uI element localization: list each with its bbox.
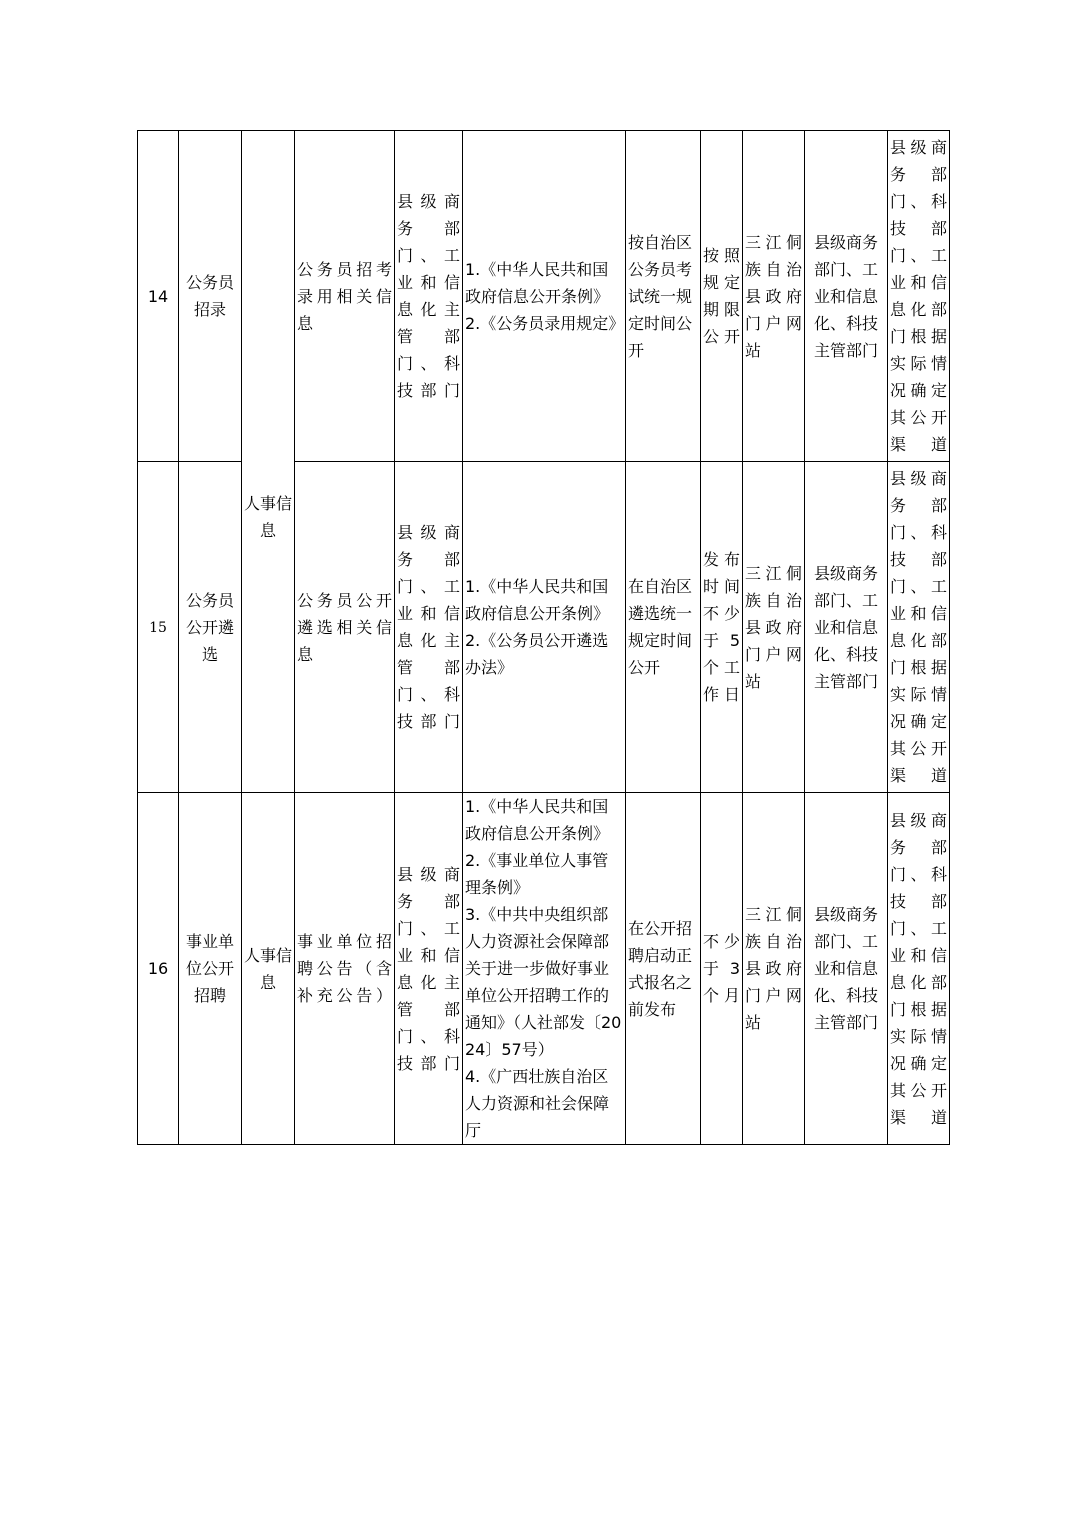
subject-cell: 县级商务部门、工业和信息化主管部门、科技部门 (395, 793, 463, 1145)
level-cell: 县级商务部门、工业和信息化、科技主管部门 (805, 131, 888, 462)
item-cell: 公务员招录 (179, 131, 242, 462)
basis-item: 1.《中华人民共和国政府信息公开条例》 (465, 797, 610, 843)
category-cell: 人事信息 (242, 793, 295, 1145)
note-cell: 县级商务部门、科技部门、工业和信息化部门根据实际情况确定其公开渠道 (888, 462, 950, 793)
note-cell: 县级商务部门、科技部门、工业和信息化部门根据实际情况确定其公开渠道 (888, 131, 950, 462)
deadline-cell: 不少于3个月 (701, 793, 743, 1145)
item-cell: 公务员公开遴选 (179, 462, 242, 793)
content-cell: 公务员招考录用相关信息 (295, 131, 395, 462)
timing-cell: 按自治区公务员考试统一规定时间公开 (626, 131, 701, 462)
table-row (138, 131, 950, 462)
disclosure-table (137, 130, 950, 1145)
basis-item: 2.《公务员录用规定》 (465, 313, 625, 333)
basis-item: 1.《中华人民共和国政府信息公开条例》 (465, 577, 610, 623)
basis-cell (463, 793, 626, 1145)
content-cell: 公务员公开遴选相关信息 (295, 462, 395, 793)
row-number-cell: 14 (138, 131, 179, 462)
basis-cell (463, 131, 626, 462)
channel-cell: 三江侗族自治县政府门户网站 (743, 462, 805, 793)
category-cell: 人事信息 (242, 131, 295, 793)
subject-cell: 县级商务部门、工业和信息化主管部门、科技部门 (395, 462, 463, 793)
basis-item: 3.《中共中央组织部人力资源社会保障部关于进一步做好事业单位公开招聘工作的通知》（人社部发〔2024〕57号） (465, 905, 622, 1059)
timing-cell: 在自治区遴选统一规定时间公开 (626, 462, 701, 793)
channel-cell: 三江侗族自治县政府门户网站 (743, 793, 805, 1145)
level-cell: 县级商务部门、工业和信息化、科技主管部门 (805, 793, 888, 1145)
basis-cell (463, 462, 626, 793)
basis-item: 2.《事业单位人事管理条例》 (465, 851, 609, 897)
note-cell: 县级商务部门、科技部门、工业和信息化部门根据实际情况确定其公开渠道 (888, 793, 950, 1145)
row-number-cell: 16 (138, 793, 179, 1145)
basis-item: 4.《广西壮族自治区人力资源和社会保障厅 (465, 1067, 610, 1140)
content-cell: 事业单位招聘公告（含补充公告） (295, 793, 395, 1145)
table-row (138, 793, 950, 1145)
row-number-cell: 15 (138, 462, 179, 793)
timing-cell: 在公开招聘启动正式报名之前发布 (626, 793, 701, 1145)
deadline-cell: 发布时间不少于5个工作日 (701, 462, 743, 793)
level-cell: 县级商务部门、工业和信息化、科技主管部门 (805, 462, 888, 793)
deadline-cell: 按照规定期限公开 (701, 131, 743, 462)
channel-cell: 三江侗族自治县政府门户网站 (743, 131, 805, 462)
basis-item: 2.《公务员公开遴选办法》 (465, 631, 609, 677)
item-cell: 事业单位公开招聘 (179, 793, 242, 1145)
subject-cell: 县级商务部门、工业和信息化主管部门、科技部门 (395, 131, 463, 462)
basis-item: 1.《中华人民共和国政府信息公开条例》 (465, 259, 610, 306)
